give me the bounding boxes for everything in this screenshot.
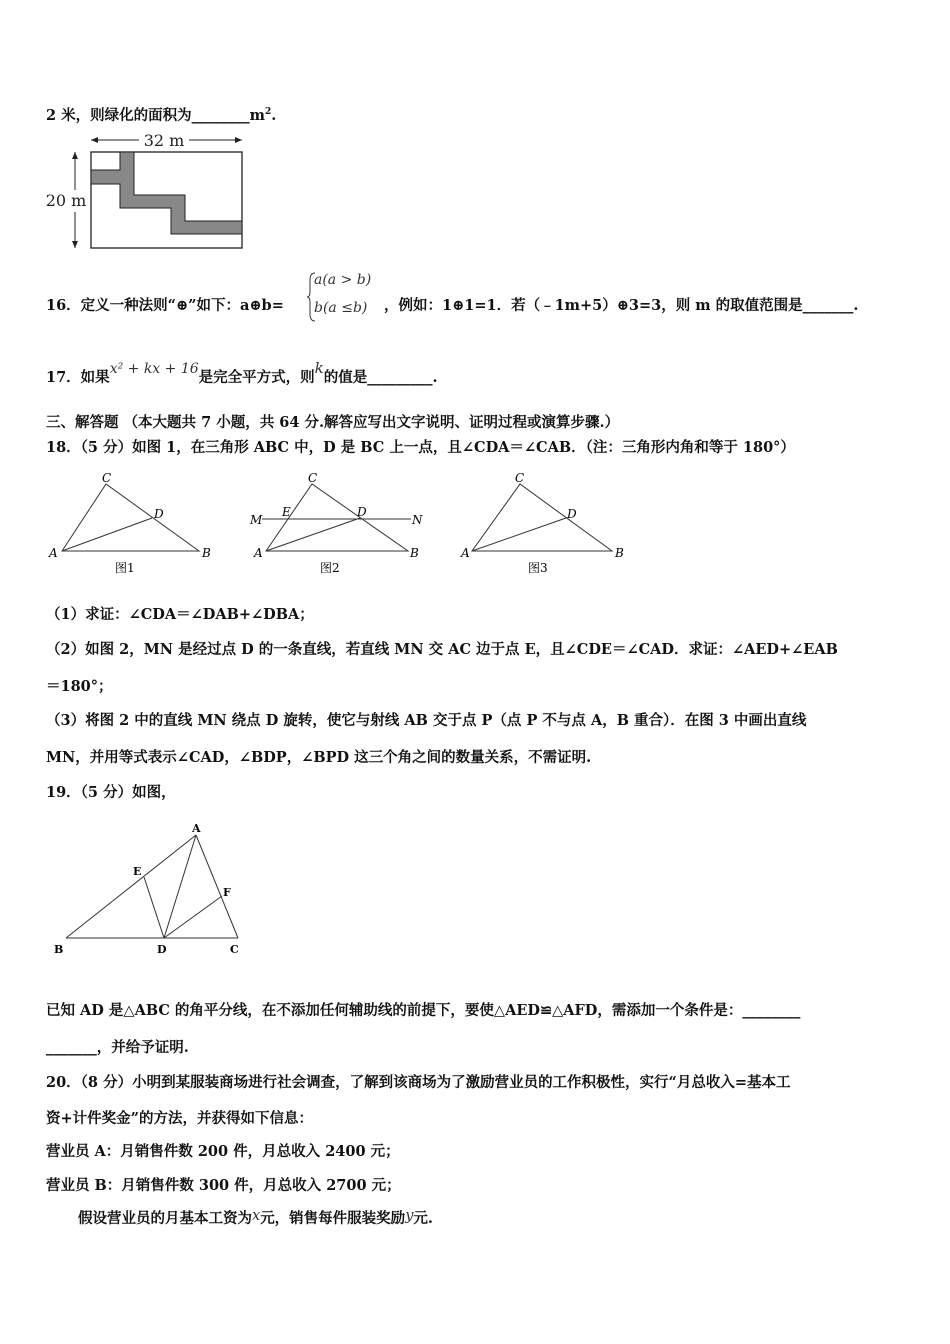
q18-part-2-line-1: （2）如图 2，MN 是经过点 D 的一条直线，若直线 MN 交 AC 边于点 E，且∠CDE＝∠CAD．求证：∠AED+∠EAB: [46, 641, 838, 658]
q16-suffix: ，例如：1⊕1=1．若（﹣1m+5）⊕3=3，则 m 的取值范围是_______.: [384, 297, 859, 314]
q19-answer-blank-b[interactable]: _______: [46, 1039, 97, 1056]
q18-stem: 18．（5 分）如图 1，在三角形 ABC 中，D 是 BC 上一点，且∠CDA＝∠CAB．（注：三角形内角和等于 180°）: [46, 439, 795, 456]
svg-text:D: D: [157, 943, 167, 956]
svg-text:B: B: [202, 546, 211, 560]
q18-figure-3: [460, 471, 624, 575]
svg-text:C: C: [515, 471, 525, 485]
q18-figures: [44, 468, 644, 580]
svg-text:D: D: [154, 507, 164, 521]
q16-answer-blank[interactable]: _______: [802, 297, 854, 314]
svg-text:A: A: [192, 822, 201, 835]
q16-case-2: b(a ≤b): [314, 300, 368, 316]
svg-text:B: B: [410, 546, 419, 560]
q19-text-line-1: 已知 AD 是△ABC 的角平分线，在不添加任何辅助线的前提下，要使△AED≌△AFD，需添加一个条件是：________: [46, 1002, 801, 1019]
svg-text:D: D: [357, 505, 367, 519]
svg-text:E: E: [133, 865, 142, 878]
svg-text:B: B: [54, 943, 64, 956]
height-label: 20 m: [45, 191, 87, 210]
q19-stem: 19．（5 分）如图，: [46, 784, 176, 801]
caption-fig-3: 图3: [528, 561, 548, 575]
q18-figure-1: [48, 471, 211, 575]
q18-figure-2: [249, 471, 423, 575]
q20-line-4: 营业员 B：月销售件数 300 件，月总收入 2700 元；: [46, 1177, 401, 1194]
svg-text:N: N: [412, 513, 423, 527]
q20-line-2: 资+计件奖金”的方法，并获得如下信息：: [46, 1110, 313, 1127]
svg-text:B: B: [615, 546, 624, 560]
q15-rectangle-figure: [40, 128, 250, 254]
caption-fig-2: 图2: [320, 561, 340, 575]
q20-var-y: y: [405, 1208, 414, 1224]
q17-text: 17．如果x² + kx + 16是完全平方式，则k的值是_________.: [46, 359, 438, 386]
q20-var-x: x: [252, 1208, 261, 1224]
q15-answer-blank[interactable]: ________: [191, 106, 250, 124]
svg-text:A: A: [254, 546, 263, 560]
svg-text:E: E: [282, 505, 291, 519]
q17-variable: k: [314, 359, 324, 377]
svg-text:C: C: [230, 943, 239, 956]
svg-text:C: C: [102, 471, 112, 485]
svg-text:A: A: [49, 546, 58, 560]
q19-figure: [48, 820, 248, 960]
q16-prefix: 16．定义一种法则“⊕”如下：a⊕b=: [46, 297, 284, 314]
q18-part-3-line-1: （3）将图 2 中的直线 MN 绕点 D 旋转，使它与射线 AB 交于点 P（点 P 不与点 A，B 重合）．在图 3 中画出直线: [46, 712, 807, 729]
q19-text-line-2: _______，并给予证明.: [46, 1039, 189, 1056]
q17-expression: x² + kx + 16: [109, 361, 199, 377]
caption-fig-1: 图1: [115, 561, 135, 575]
q20-line-5: 假设营业员的月基本工资为x元，销售每件服装奖励y元.: [78, 1208, 433, 1227]
width-label: 32 m: [143, 131, 185, 150]
q17-answer-blank[interactable]: _________: [367, 369, 433, 386]
svg-text:C: C: [308, 471, 318, 485]
svg-text:D: D: [567, 507, 577, 521]
q18-part-2-line-2: ＝180°；: [46, 678, 113, 695]
q18-part-1: （1）求证：∠CDA＝∠DAB+∠DBA；: [46, 606, 314, 623]
svg-text:A: A: [461, 546, 470, 560]
q20-line-1: 20．（8 分）小明到某服装商场进行社会调查，了解到该商场为了激励营业员的工作积极性，实行“月总收入=基本工: [46, 1074, 791, 1091]
section-3-title: 三、解答题 （本大题共 7 小题，共 64 分.解答应写出文字说明、证明过程或演算步骤.）: [46, 414, 620, 431]
q19-answer-blank-a[interactable]: ________: [742, 1002, 801, 1019]
q16-case-1: a(a > b): [314, 272, 372, 288]
svg-text:M: M: [250, 513, 263, 527]
q20-line-3: 营业员 A：月销售件数 200 件，月总收入 2400 元；: [46, 1143, 400, 1160]
svg-text:F: F: [223, 886, 231, 899]
q15-text: 2 米，则绿化的面积为$\_\_\_\_\_\_\_\_m^2$.: [46, 106, 277, 124]
q18-part-3-line-2: MN，并用等式表示∠CAD，∠BDP，∠BPD 这三个角之间的数量关系，不需证明.: [46, 749, 592, 766]
